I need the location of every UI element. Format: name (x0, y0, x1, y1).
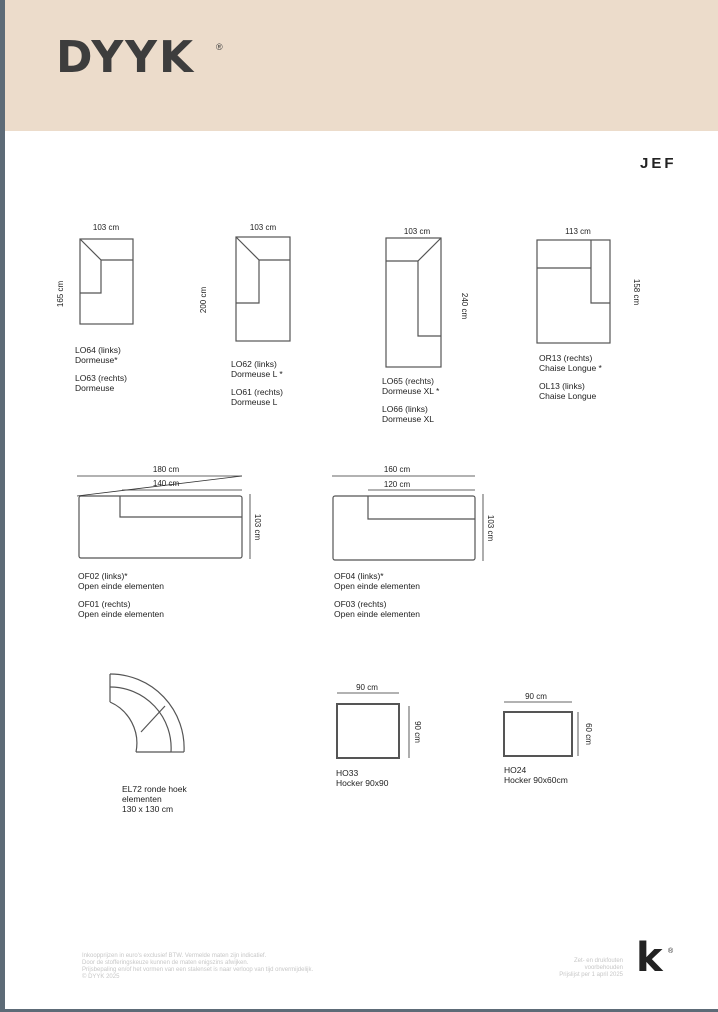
caption-line: LO66 (links) (382, 404, 428, 414)
dim-lo64-width: 103 cm (92, 223, 120, 232)
caption-line: LO61 (rechts) (231, 387, 283, 397)
caption-line: LO65 (rechts) (382, 376, 434, 386)
caption-line: OR13 (rechts) (539, 353, 593, 363)
dim-lo62-height: 200 cm (199, 286, 208, 314)
caption-line: Open einde elementen (78, 581, 165, 591)
footer-line: Inkoopprijzen in euro's exclusief BTW. Vermelde maten zijn indicatief. (82, 953, 267, 959)
caption-line: OF04 (links)* (334, 571, 384, 581)
caption-ho24 (504, 765, 568, 785)
caption-spacer (539, 373, 602, 381)
caption-ho33 (336, 768, 388, 788)
dim-ho33-width: 90 cm (356, 683, 378, 692)
footer-line: Prijsbepaling en/of het vormen van een stalenset is naar verloop van tijd onvermijdelijk. (82, 967, 314, 973)
footer-logo-registered-mark: ® (668, 948, 674, 955)
dim-lo62-width: 103 cm (249, 223, 277, 232)
drawing-of04 (333, 496, 475, 560)
footer-logo: k (636, 935, 663, 981)
footer-line: voorbehouden (584, 965, 623, 971)
brand-logo: DYYK (56, 32, 196, 83)
dim-of02-height: 103 cm (253, 513, 262, 541)
caption-line: Dormeuse* (75, 355, 118, 365)
caption-line: OF01 (rechts) (78, 599, 131, 609)
footer-line: Prijslijst per 1 april 2025 (559, 972, 623, 978)
caption-line: elementen (122, 794, 162, 804)
caption-line: Chaise Longue * (539, 363, 602, 373)
caption-line: LO62 (links) (231, 359, 277, 369)
caption-line: Open einde elementen (334, 581, 421, 591)
dim-of04-height: 103 cm (486, 514, 495, 542)
footer-line: © DYYK 2025 (82, 974, 120, 980)
caption-line: Dormeuse (75, 383, 115, 393)
brand-registered-mark: ® (216, 42, 223, 52)
caption-line: Chaise Longue (539, 391, 597, 401)
caption-spacer (382, 396, 439, 404)
dim-lo65-height: 240 cm (460, 292, 469, 320)
caption-line: OF03 (rechts) (334, 599, 387, 609)
caption-line: EL72 ronde hoek (122, 784, 187, 794)
dim-of04-inner-width: 120 cm (383, 480, 411, 489)
drawing-el72 (110, 674, 184, 752)
drawing-lo65 (386, 238, 441, 367)
caption-lo65 (382, 376, 439, 424)
caption-line: HO24 (504, 765, 527, 775)
dim-of04-width: 160 cm (383, 465, 411, 474)
dim-lo65-width: 103 cm (403, 227, 431, 236)
caption-line: Open einde elementen (78, 609, 165, 619)
dim-of02-inner-width: 140 cm (152, 479, 180, 488)
caption-line: Dormeuse L * (231, 369, 283, 379)
drawing-of02 (79, 496, 242, 558)
caption-line: Hocker 90x60cm (504, 775, 568, 785)
caption-line: Dormeuse XL (382, 414, 434, 424)
caption-line: OL13 (links) (539, 381, 585, 391)
drawing-lo62 (236, 237, 290, 341)
drawing-or13 (537, 240, 610, 343)
caption-line: OF02 (links)* (78, 571, 128, 581)
caption-line: 130 x 130 cm (122, 804, 174, 814)
dim-ho24-height: 60 cm (584, 723, 593, 745)
caption-spacer (231, 379, 283, 387)
dim-ho33-height: 90 cm (413, 721, 422, 743)
dim-or13-height: 158 cm (632, 278, 641, 306)
footer-line: Zet- en drukfouten (573, 958, 623, 964)
footer-price-note (559, 958, 623, 979)
caption-line: LO64 (links) (75, 345, 121, 355)
caption-lo62 (231, 359, 283, 407)
caption-lo64 (75, 345, 127, 393)
dim-of02-width: 180 cm (152, 465, 180, 474)
footer-disclaimer (82, 953, 313, 981)
caption-el72 (122, 784, 187, 814)
caption-line: HO33 (336, 768, 359, 778)
caption-spacer (75, 365, 127, 373)
page-title: JEF (640, 155, 677, 172)
caption-line: Dormeuse L (231, 397, 278, 407)
caption-spacer (334, 591, 420, 599)
drawing-ho33 (337, 704, 399, 758)
dim-lo64-height: 165 cm (56, 280, 65, 308)
drawing-lo64 (80, 239, 133, 324)
dim-or13-width: 113 cm (565, 227, 591, 236)
drawing-ho24 (504, 712, 572, 756)
dim-ho24-width: 90 cm (525, 692, 547, 701)
caption-spacer (78, 591, 164, 599)
caption-line: Open einde elementen (334, 609, 421, 619)
caption-of02 (78, 571, 164, 619)
caption-line: Hocker 90x90 (336, 778, 389, 788)
caption-or13 (539, 353, 602, 401)
caption-line: LO63 (rechts) (75, 373, 127, 383)
footer-line: Door de stofferingskeuze kunnen de maten enigszins afwijken. (82, 960, 249, 966)
caption-of04 (334, 571, 420, 619)
caption-line: Dormeuse XL * (382, 386, 440, 396)
